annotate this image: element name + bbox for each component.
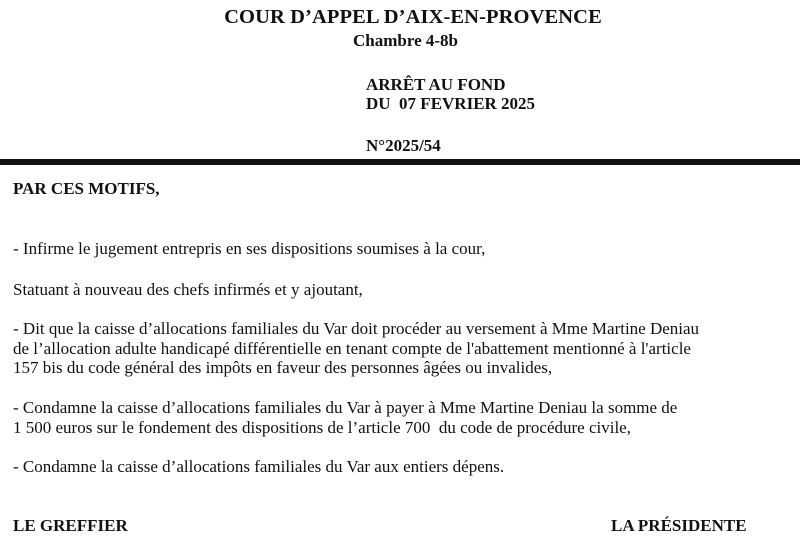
paragraph-line: - Condamne la caisse d’allocations familiales du Var à payer à Mme Martine Deniau la somme de	[13, 398, 678, 417]
paragraph-line: - Infirme le jugement entrepris en ses dispositions soumises à la cour,	[13, 239, 486, 258]
chamber-label: Chambre 4-8b	[353, 31, 458, 50]
header-divider	[0, 159, 800, 165]
decision-date: DU 07 FEVRIER 2025	[366, 94, 536, 113]
decision-number: N°2025/54	[366, 136, 441, 155]
decision-type: ARRÊT AU FOND	[366, 75, 506, 94]
paragraph-dit-que	[13, 319, 793, 378]
signature-presidente: LA PRÉSIDENTE	[611, 516, 747, 535]
paragraph-line: Statuant à nouveau des chefs infirmés et y ajoutant,	[13, 280, 363, 299]
court-title: COUR D’APPEL D’AIX-EN-PROVENCE	[224, 6, 602, 28]
paragraph-line: de l’allocation adulte handicapé différentielle en tenant compte de l'abattement mentionné à l'article	[13, 338, 691, 358]
paragraph-line: - Dit que la caisse d’allocations familiales du Var doit procéder au versement à Mme Martine Deniau	[13, 319, 700, 338]
paragraph-line: 157 bis du code général des impôts en faveur des personnes âgées ou invalides,	[13, 358, 553, 377]
paragraph-statuant	[13, 280, 793, 300]
paragraph-condamne-payer	[13, 398, 793, 437]
paragraph-line: 1 500 euros sur le fondement des dispositions de l’article 700 du code de procédure civile,	[13, 417, 631, 437]
paragraph-infirme	[13, 239, 793, 259]
signature-greffier: LE GREFFIER	[13, 516, 128, 535]
paragraph-line: - Condamne la caisse d’allocations familiales du Var aux entiers dépens.	[13, 457, 505, 476]
paragraph-condamne-depens	[13, 457, 793, 477]
section-heading: PAR CES MOTIFS,	[13, 179, 160, 198]
